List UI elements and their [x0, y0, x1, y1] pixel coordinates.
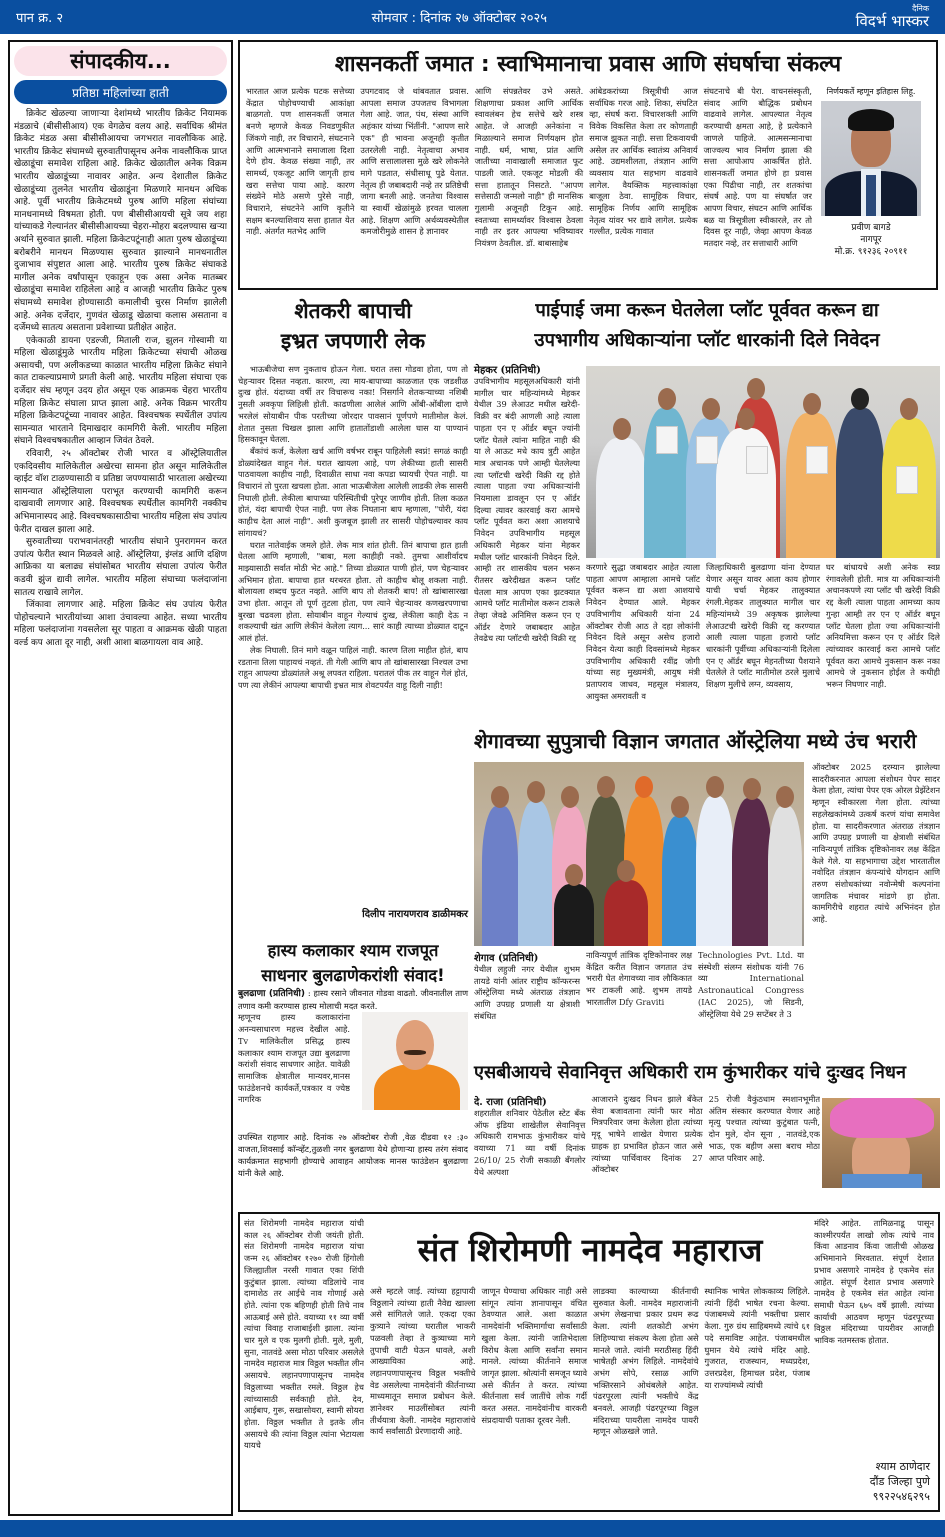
author-credit — [812, 222, 930, 258]
comedian-lead — [238, 988, 468, 1012]
article-column — [474, 1094, 585, 1178]
namdev-article — [238, 1212, 940, 1512]
editorial-paragraph: सुरुवातीच्या पराभवानंतरही भारतीय संघाने पुनरागमन करत उपांत्य फेरीत स्थान मिळवले आहे. ऑस्ट्रेलिया, इंग्लंड आणि दक्षिण आफ्रिका या बलाढ्य संघांसोबत भारतीय संघाला उपांत्य फेरीत कडवी झुंज द्यावी लागेल. भारतीय महिला संघाच्या फलंदाजांना सातत्य राखावे लागेल. — [14, 537, 227, 598]
protest-group-photo — [586, 366, 940, 558]
issue-date: सोमवार : दिनांक २७ ऑक्टोबर २०२५ — [371, 11, 547, 26]
comedian-headline — [238, 938, 468, 988]
shegaon-columns — [474, 950, 804, 1050]
article-column: लाडक्या काल्याच्या कीर्तनाची सुरुवात केली. नामदेव महाराजांनी अभंग लेखनाचा प्रकार प्रथम रूढ केला. त्यांनी शतकोटी अभंग लिहिण्याचा संकल्प केला होता असे मानले जाते. त्यांनी मराठीसह हिंदी भाषेतही अभंग लिहिले. नामदेवांचे अभंग सोपे, रसाळ आणि भक्तिरसाने ओथंबलेले आहेत. पंढरपूरला त्यांनी भक्तीचे केंद्र बनवले. आजही पंढरपूरच्या विठ्ठल मंदिराच्या पायरीला नामदेव पायरी म्हणून ओळखले जाते. — [593, 1286, 699, 1437]
page-number: पान क्र. २ — [16, 11, 64, 26]
editorial-column — [8, 40, 233, 1516]
article-paragraph: भाऊबीजेचा सण नुकताच होऊन गेला. घरात तसा गोडवा होता, पण तो चेहऱ्यावर दिसत नव्हता. कारण, त्या माय-बापाच्या काळजात एक जडशीळ दुःख होतं. यंदाच्या वर्षी तर विचारूच नका! निसर्गाने शेतकऱ्याच्या नशिबी नुसती अवकृपा लिहिली होती. काढणीला आलेलं आणि ओंबी-ओंबीला दाणे भरलेलं सोयाबीन पीक परतीच्या जोरदार पावसानं पूर्णपणे मातीमोल केलं. शेतात नुसता चिखल झाला आणि हातातोंडाशी आलेला घास या पाण्यानं हिसकावून घेतला. — [238, 364, 468, 445]
article-column-text: येथील लहुजी नगर येथील शुभम तायडे यांनी आंतर राष्ट्रीय कॉन्फरन्स ऑस्ट्रेलिया मध्ये अंतराळ तंत्रज्ञान आणि उपग्रह प्रणाली या क्षेत्राशी संबंधित — [474, 964, 580, 1021]
editorial-paragraph: क्रिकेट खेळल्या जाणाऱ्या देशांमध्ये भारतीय क्रिकेट नियामक मंडळाचे (बीसीसीआय) एक वेगळेच वलय आहे. सर्वाधिक श्रीमंत क्रिकेट मंडळ असा बीसीसीआयचा जगभरात नावलौकिक आहे. भारतीय क्रिकेट संघामध्ये सुरुवातीपासूनच अनेक नावलौकिक प्राप्त खेळाडूंचा समावेश राहिला आहे. क्रिकेट खेळातील अनेक विक्रम भारतीय खेळाडूंच्या नावावर आहेत. अन्य देशातील क्रिकेट खेळाडूंच्या तुलनेत भारतीय खेळाडूंना मिळणारे मानधन अधिक आहे. पूर्वी भारतीय क्रिकेटमध्ये पुरुष आणि महिला संघांच्या मानधनामध्ये विषमता होती. पण बीसीसीआयची सूत्रे जय शहा यांच्याकडे गेल्यानंतर बीसीसीआयच्या चेहरा-मोहरा बदलण्यास खऱ्या अर्थाने सुरुवात झाली. महिला क्रिकेटपटूंनाही आता पुरुष खेळाडूंच्या बरोबरीने मानधन मिळण्यास सुरुवात झाल्याने मानधनातील दुजाभाव संपुष्टात आला आहे. भारतीय पुरुष क्रिकेट संघाकडे मागील अनेक वर्षांपासून एकाहून एक असा अनेक मातब्बर खेळाडूंचा समावेश राहिलेला आहे व आजही भारतीय क्रिकेट पुरुष संघामध्ये समावेश होण्यासाठी कमालीची चुरस निर्माण झालेली आहे. अनेक दर्जेदार, गुणवंत खेळाडू खेळाचा कलास असताना व दर्जेमध्ये सातत्य असताना प्रवेशाच्या प्रतीक्षेत आहेत. — [14, 109, 227, 334]
farmer-article — [238, 296, 468, 936]
obituary-photo — [822, 1098, 940, 1188]
author-phone: मो.क्र. ९१२३६ २०९११ — [834, 247, 908, 257]
namdev-columns — [370, 1286, 810, 1506]
obituary-columns — [474, 1094, 820, 1178]
comedian-photo — [362, 1012, 468, 1110]
shegaon-right-column: ऑक्टोबर 2025 दरम्यान झालेल्या सादरीकरनात आपला संशोधन पेपर सादर केला होता, त्यांचा पेपर एक ओरल प्रेझेंटेशन म्हणून स्वीकारला गेला होता. त्यांच्या सहलेखकांमध्ये उत्कर्ष करणं यांचा समावेश होता. या सादरीकरणात अंतराळ तंत्रज्ञान आणि उपग्रह प्रणाली या क्षेत्राशी संबंधित नाविन्यपूर्ण तांत्रिक दृष्टिकोनावर लक्ष केंद्रित केले गेले. या सहभागाचा उद्देश भारतातील नवोदित तंत्रज्ञान कंपन्यांचे योगदान आणि तरुण संशोधकांच्या नवोन्मेषी कल्पनांना जागतिक मंचावर मांडणे हा होता. कामगिरीचे शहरात त्यांचे अभिनंदन होत आहे. — [812, 762, 940, 925]
headline-line: पाईपाई जमा करून घेतलेला प्लॉट पूर्ववत करून द्या — [535, 300, 879, 321]
article-column: आणि संपन्नतेवर उभे असते. शिक्षणाचा प्रकाश आणि आर्थिक स्वावलंबन हेच सत्तेचे खरे शस्त्र आहेत. जे आजही अनेकांना न मिळाल्याने समाज निर्णयक्षम होत नाही. धर्म, भाषा, प्रांत आणि जातीच्या नावाखाली समाजात फूट पाडली जाते. एकजूट मोडली की सत्ता हातातून निसटते. "आपण सत्तेसाठी जन्मलो नाही" ही मानसिक गुलामी अजूनही टिकून आहे. स्वतःच्या सामर्थ्यावर विश्वास ठेवला नाही तर इतर आपल्या भविष्यावर नियंत्रण ठेवतील. डॉ. बाबासाहेब — [474, 86, 584, 249]
plot-columns — [586, 562, 940, 722]
headline-line: हास्य कलाकार श्याम राजपूत — [267, 941, 439, 960]
headline-line: शेतकरी बापाची — [294, 299, 412, 323]
headline-line: उपभागीय अधिकाऱ्यांना प्लॉट धारकांनी दिले निवेदन — [534, 330, 880, 351]
namdev-signature — [810, 1459, 930, 1504]
lead-text: : हास्य रसाने जीवनात गोडवा वाढतो. जीवनातील ताण तणाव कमी करण्यास हास्य मोलाची मदत करते. — [238, 988, 468, 1011]
obituary-headline: एसबीआयचे सेवानिवृत्त अधिकारी राम कुंभारीकर यांचे दुःखद निधन — [474, 1062, 906, 1083]
article-column — [474, 950, 580, 1050]
article-paragraph: लेक निघाली. तिनं मागे वळून पाहिलं नाही. कारण तिला माहीत होतं, बाप रडताना तिला पाहायचं नव्हतं. ती गेली आणि बाप तो खांबासारखा निश्चल उभा राहून आपल्या डोळ्यांतले अश्रू लपवत राहिला. घरातलं पीक तर वाहून गेलं होतं, पण त्या लेकीनं आपल्या बापाची इभ्रत मात्र शेवटपर्यंत वाहू दिली नाही! — [238, 644, 468, 690]
article-column: आजाराने दुःखद निधन झाले बँकेत सेवा बजावताना त्यांनी फार मोठा मित्रपरिवार जमा केलेला होता त्यांच्या मृदू भाषेने शाखेत येणारा प्रत्येक ग्राहक हा प्रभावित होऊन जात असे त्यांच्या पार्थिवावर दिनांक 27 ऑक्टोबर — [591, 1094, 703, 1175]
plot-left-column — [474, 362, 580, 732]
editorial-body — [14, 108, 227, 1503]
author-box — [812, 86, 930, 258]
editorial-paragraph: जिंकावा लागणार आहे. महिला क्रिकेट संघ उपांत्य फेरीत पोहोचल्याने भारतीयांच्या आशा उंचावल्या आहेत. सध्या भारतीय महिला फलंदाजांना गवसलेला सूर पाहता व आक्रमक खेळी पाहता वर्ल्ड कप आता दूर नाही, अशी आशा बाळगायला वाव आहे. — [14, 600, 227, 648]
article-column: असे म्हटले जाई. त्यांच्या हट्टापायी विठ्ठलाने त्यांच्या हाती नैवेद्य खाल्ला असे सांगितले जाते. एकदा एका कुत्र्याने त्यांच्या घरातील भाकरी पळवली तेव्हा ते कुत्र्याच्या मागे तुपाची वाटी घेऊन धावले, अशी आख्यायिका आहे. लहानपणापासूनच विठ्ठल भक्तीचे वेड असलेल्या नामदेवांनी कीर्तनाच्या माध्यमातून समाज प्रबोधन केले. ज्ञानेश्वर माउलींसोबत त्यांनी तीर्थयात्रा केली. नामदेव महाराजांचे कार्य सर्वांसाठी प्रेरणादायी आहे. — [370, 1286, 476, 1437]
article-column: भारतात आज प्रत्येक घटक सत्तेच्या केंद्रात पोहोचण्याची आकांक्षा बाळगतो. पण शासनकर्ती जमात बनणे म्हणजे केवळ निवडणुकीत जिंकणे नाही, तर विचाराने, संघटनाने आणि आत्मभानाने समाजाला दिशा देणे होय. केवळ संख्या नाही, तर सामर्थ्य, एकजूट आणि जागृती हाच खरा सत्तेचा पाया आहे. कारण संख्येने मोठे असणे पुरेसे नाही, विचाराने, संघटनेने आणि कृतीने सक्षम बनल्याशिवाय सत्ता हातात येत नाही. अंतर्गत मतभेद आणि — [246, 86, 355, 237]
plot-headline — [474, 296, 940, 356]
editorial-paragraph: एकेकाळी डायना एडल्जी, मिताली राज, झुलन गोस्वामी या महिला खेळाडूंमुळे भारतीय महिला क्रिकेटच्या संघाची ओळख असायची, पण अलीकडच्या काळात भारतीय महिला क्रिकेट संघाने कात टाकल्याप्रमाणे प्रगती केली आहे. भारतीय महिला संघाचा एक दर्जेदार संघ म्हणून उदय होत असून एक आक्रमक चेहरा भारतीय महिला क्रिकेट संघाला प्राप्त झाला आहे. अनेक विक्रम भारतीय महिला क्रिकेटपटूंच्या नावावर आहेत. विश्वचषक स्पर्धेतील उपांत्य सामन्यात भारताने दिमाखदार कामगिरी केली. भारतीय महिला संघाने विश्वचषकातील आव्हान जिवंत ठेवले. — [14, 335, 227, 447]
newspaper-masthead — [856, 5, 929, 29]
article-column: उपगटवाद जे थांबवतात प्रवास. आपला समाज उपजतच विभागला गेला आहे. जात, पंथ, संस्था आणि अहंकार यांच्या भिंतींनी. "आपण सारे एक" ही भावना अजूनही कृतीत उतरलेली नाही. नेतृत्वाचा अभाव आणि सत्तालालसा मुळे खरे लोकनेते मागे पडतात, संधीसाधू पुढे येतात. नेतृत्व ही जबाबदारी नव्हे तर प्रतिष्ठेची जागा बनली आहे. जनतेचा विश्वास या स्वार्थी खेळांमुळे हरवत चालला आहे. शिक्षण आणि अर्थव्यवस्थेतील कमजोरीमुळे शासन हे ज्ञानावर — [360, 86, 469, 237]
author-name: प्रवीण बागडे — [851, 223, 891, 233]
comedian-tail: उपस्थित राहणार आहे. दिनांक २७ ऑक्टोबर रोजी ,वेळ दीडवा १२ :३० वाजता,शिवसाई कॉन्व्हेंट,तुळशी नगर बुलढाणा येथे होणाऱ्या हास्य तरंग संवाद कार्यक्रमात सहभागी होण्याचे आवाहन आयोजक मानस फाउंडेशन बुलढाणा यांनी केले आहे. — [238, 1132, 468, 1178]
editorial-subtitle: प्रतिष्ठा महिलांच्या हाती — [14, 80, 227, 104]
article-column: करणारे सुद्धा जबाबदार आहेत त्याला पाहता आपण आम्हाला आमचे प्लॉट पूर्ववत करून द्या अशा आशयाचे निवेदन देण्यात आले. मेहकर उपविभागीय अधिकारी यांना 24 ऑक्टोबर रोजी आठ ते दहा लोकांनी निवेदन दिले असून असेच हजारो निवेदन येत्या काही दिवसांमध्ये मेहकर उपविभागीय अधिकारी रवींद्र जोगी यांच्या सह मुख्यमंत्री, आयुष मंत्री प्रतापराव जाधव, महसूल मंत्रालय, आयुक्त अमरावती व — [586, 562, 700, 701]
article-column: जाणून घेण्याचा अधिकार नाही असे सांगून त्यांना ज्ञानापासून वंचित ठेवण्यात आले. अशा काळात नामदेवांनी भक्तिमार्गाचा सर्वांसाठी खुला केला. त्यांनी जातिभेदाला विरोध केला आणि सर्वांना समान मानले. त्यांच्या कीर्तनाने समाज जागृत झाला. श्रोत्यांनी समजून घ्यावे असे कीर्तन ते करत. त्यांच्या कीर्तनाला सर्व जातींचे लोक गर्दी करत असत. नामदेवांनीच वारकरी संप्रदायाची पताका दूरवर नेली. — [481, 1286, 587, 1425]
article-column: संघटनाचे बी पेरा. वाचनसंस्कृती, संवाद आणि बौद्धिक प्रबोधन वाढवावे लागेल. आपल्यात नेतृत्व करण्याची क्षमता आहे, हे प्रत्येकाने जाणले पाहिजे. आत्मसन्मानाचा जाज्वल्य भाव निर्माण झाला की सत्ता आपोआप आकर्षित होते. शासनकर्ती जमात होणे हा प्रवास एका पिढीचा नाही, तर शतकांचा संघर्ष आहे. पण या संघर्षात जर आपण विचार, संघटन आणि आर्थिक बळ या त्रिसूत्रीला स्वीकारले, तर तो दिवस दूर नाही, जेव्हा आपण केवळ मतदार नव्हे, तर सत्ताधारी आणि — [703, 86, 812, 249]
main-article-columns — [246, 86, 812, 286]
article-column: स्थानिक भाषेत लोककाव्य लिहिले. त्यांनी हिंदी भाषेत रचना केल्या. पंजाबमध्ये त्यांनी भक्तीचा प्रसार केला. गुरु ग्रंथ साहिबमध्ये त्यांचे ६१ पदे समाविष्ट आहेत. पंजाबमधील घुमान येथे त्यांचे मंदिर आहे. गुजरात, राजस्थान, मध्यप्रदेश, उत्तरप्रदेश, हिमाचल प्रदेश, पंजाब या राज्यांमध्ये त्यांची — [704, 1286, 810, 1390]
editorial-title: संपादकीय... — [14, 46, 227, 76]
author-city: नागपूर — [860, 235, 882, 245]
farmer-body — [238, 364, 468, 904]
article-paragraph: घरात नातेवाईक जमले होते. लेक मात्र शांत होती. तिनं बापाचा हात हाती घेतला आणि म्हणाली, "बाबा, मला काहीही नको. तुमचा आशीर्वादच माझ्यासाठी सर्वात मोठी भेट आहे." तिच्या डोळ्यात पाणी होतं, पण चेहऱ्यावर अभिमान होता. बापाचा हात थरथरत होता. तो काहीच बोलू शकला नाही. बोलायला शब्दच फुटत नव्हते. आणि बाप तो शेतकरी बाप! तो खांबासारखा उभा होता. आतून तो पूर्ण तुटला होता, पण त्याने चेहऱ्यावर कणखरपणाचा बुरखा चढवला होता. सोयाबीन वाहून गेल्याचं दुःख, लेकीला काही देऊ न शकल्याची खंत आणि लेकीनं केलेला त्याग... सारं काही त्याच्या डोळ्यात दाटून आलं होतं. — [238, 539, 468, 644]
family-group-photo — [474, 762, 804, 946]
dateline: शेगाव (प्रतिनिधी) — [474, 953, 539, 964]
obituary-article — [474, 1058, 940, 1176]
author-photo — [821, 101, 921, 216]
signature-name: श्याम ठाणेदार — [875, 1460, 930, 1473]
comedian-article — [238, 938, 468, 1178]
page-footer-bar — [0, 1520, 945, 1537]
article-column: घर बांधायचे अशी अनेक स्वप्न रंगावलेली होती. मात्र या अधिकाऱ्यांनी अचानकपणे त्या प्लॉट ची खरेदी विक्री रद्द केली त्याला पाहता आमच्या काय गुन्हा आम्ही तर एन ए ऑर्डर बघून प्लॉट घेतला होता ज्या अधिकाऱ्यांनी अनियमित्ता करून एन ए ऑर्डर दिले त्यांच्यावर कारवाई करा आमचे प्लॉट पूर्ववत करा आमचे नुकसान करू नका आमचे जे नुकसान होईल ते कधीही भरून निघणार नाही. — [826, 562, 940, 690]
headline-line: इभ्रत जपणारी लेक — [280, 329, 426, 353]
signature-place: दौंड जिल्हा पुणे — [869, 1475, 930, 1488]
namdev-headline: संत शिरोमणी नामदेव महाराज — [417, 1231, 763, 1269]
shegaon-article — [474, 726, 940, 1056]
farmer-byline: दिलीप नारायणराव डाळीमकर — [362, 909, 468, 920]
signature-phone: ९९२२५४६२९५ — [872, 1490, 930, 1503]
masthead-daily-label: दैनिक — [912, 4, 929, 13]
plot-article — [474, 296, 940, 726]
namdev-right-column: मंदिरे आहेत. तामिळनाडू पासून काश्मीरपर्यंत लाखो लोक त्यांचे नाव किंवा आडनाव किंवा जातीची ओळख अभिमानाने मिरवतात. संपूर्ण देशात प्रभाव असणारे नामदेव हे एकमेव संत आहेत. संपूर्ण देशात प्रभाव असणारे नामदेव हे एकमेव संत आहेत त्यांना समाधी घेऊन ६७५ वर्षे झाली. त्यांच्या कार्याची आठवण म्हणून पंढरपूरच्या विठ्ठल मंदिराच्या पायरीवर आजही भाविक नतमस्तक होतात. — [814, 1218, 934, 1346]
article-column: आंबेडकरांच्या त्रिसूत्रीची आज सर्वाधिक गरज आहे. शिका, संघटित व्हा, संघर्ष करा. विचारशक्ती आणि विवेक विकसित केला तर कोणताही समाज झुकत नाही. सत्ता टिकवायची असेल तर आर्थिक स्वातंत्र्य अनिवार्य आहे. उद्यमशीलता, तंत्रज्ञान आणि व्यवसाय यात सहभाग वाढवावे लागेल. वैयक्तिक महत्त्वाकांक्षा बाजूला ठेवा. सामूहिक विचार, सामूहिक निर्णय आणि सामूहिक नेतृत्व यांवर भर द्यावे लागेल. प्रत्येक गल्लीत, प्रत्येक गावात — [589, 86, 698, 237]
article-column: जिल्हाधिकारी बुलढाणा यांना देण्यात येणार असून यावर आता काय होणार याची चर्चा मेहकर तालुक्यात रंगली.मेहकर तालुक्यात मागील चार महिन्यांमध्ये 39 अकृषक झालेल्या लेआउटची खरेदी विक्री रद्द करण्यात आली त्याला पाहता हजारो प्लॉट धारकांनी पूर्वीच्या अधिकाऱ्यांनी दिलेला एन ए ऑर्डर बघून मेहनतीच्या पैशयाने घेतलेले ते प्लॉट मातीमोल ठरले मुलाचे शिक्षण मुलीचे लग्न, व्यवसाय, — [706, 562, 820, 690]
dateline: दे. राजा (प्रतिनिधी) — [474, 1097, 547, 1108]
article-column-text: शहरातील शनिवार पेठेतील स्टेट बँक ऑफ इंडिया शाखेतील सेवानिवृत्त अधिकारी रामभाऊ कुंभारीकर यांचे वयाच्या 71 व्या वर्षी दिनांक 26/10/ 25 रोजी सकाळी बँगलोर येथे अल्पशा — [474, 1108, 586, 1177]
article-column: 25 रोजी वैकुंठधाम स्मशानभूमीत अंतिम संस्कार करण्यात येणार आहे मृत्यु पश्चात त्यांच्या कुटुंबात पत्नी, दोन मुले, दोन सूना , नातवंडे,एक भाऊ, एक बहीण असा बराच मोठा आप्त परिवार आहे. — [708, 1094, 820, 1163]
article-column: म्हणूनच हास्य कलाकारांना अनन्यसाधारण महत्त्व देखील आहे. Tv मालिकेतील प्रसिद्ध हास्य कलाकार श्याम राजपूत उद्या बुलढाणा करांशी संवाद साधणार आहेत. यावेळी सामाजिक क्षेत्रातील मान्यवर,मानस फाउंडेशनचे कार्यकर्ते,पत्रकार व ज्येष्ठ नागरिक — [238, 1012, 350, 1105]
dateline: मेहकर (प्रतिनिधी) — [474, 365, 541, 376]
masthead-title: विदर्भ भास्कर — [855, 12, 929, 30]
editorial-paragraph: रविवारी, २५ ऑक्टोबर रोजी भारत व ऑस्ट्रेलियातील एकदिवसीय मालिकेतील अखेरचा सामना होत असून मालिकेतील व्हाईट वॉश टाळण्यासाठी व प्रतिष्ठा जपण्यासाठी भारताला अखेरच्या सामन्यात ऑस्ट्रेलियाला पराभूत करण्याची कामगिरी करून दाखवावी लागणार आहे. विश्वचषक स्पर्धेतील कामगिरी नक्कीच अभिमानास्पद आहे. विश्वचषकासाठीचा भारतीय महिला संघ उपांत्य फेरीत दाखल झाला आहे. — [14, 449, 227, 535]
main-article — [238, 40, 938, 290]
article-column: उपविभागीय महसूलअधिकारी यांनी मागील चार महिन्यांमध्ये मेहकर येथील 39 लेआउट मधील खरेदी-विक्री वर बंदी आणली आहे त्याला पाहता एन ए ऑर्डर बघून ज्यांनी प्लॉट घेतले त्यांना माहित नाही की या ले आऊट मधे काय त्रुटी आहेत मात्र अचानक पणे आम्ही घेतलेल्या त्या प्लॉटची खरेदी विक्री रद्द होते त्याला पाहता ज्या अधिकाऱ्यांनी नियमाला डावलून एन ए ऑर्डर दिल्या त्यावर कारवाई करा आमचे प्लॉट पूर्ववत करा अशा आशयाचे निवेदन उपविभागीय महसूल अधिकारी मेहकर यांना मेहकर मधील प्लॉट धारकांनी निवेदन दिले. आम्ही तर शासकीय चलन भरून रीतसर खरेदीखत करून प्लॉट घेतला मात्र आपण एका झटक्यात आमचे प्लॉट मातीमोल करून टाकले तेव्हा जेवढे अनिमित्त करून एन ए ऑर्डर देणारे जबाबदार आहेत तेवढेच त्या प्लॉटची खरेदी विक्री रद्द — [474, 376, 580, 644]
page-header-bar — [0, 0, 945, 34]
article-paragraph: बँकांचं कर्ज, केलेला खर्च आणि वर्षभर राबून पाहिलेली स्वप्नं! सगळं काही डोळ्यांदेखत वाहून गेलं. घरात खायला आहे, पण लेकीच्या हाती सासरी पाठवायला काहीच नाही, दिवाळीत साधा नवा कपडा घ्यायची ऐपत नाही. या विचारानं तो पुरता खचला होता. आता भाऊबीजेला आलेली लाडकी लेक सासरी निघाली होती. लेकीला बापाच्या परिस्थितीची पुरेपूर जाणीव होती. तिला कळत होतं, यंदा बापाची ऐपत नाही. पण लेक निघताना बाप म्हणाला, "पोरी, यंदा काहीच देता आलं नाही". अशी कुजबूज झाली तर सासरी पोहोचल्यावर काय सांगायचं? — [238, 445, 468, 538]
dateline: बुलढाणा (प्रतिनिधी) — [238, 989, 305, 999]
main-article-headline: शासनकर्ती जमात : स्वाभिमानाचा प्रवास आणि संघर्षाचा संकल्प — [334, 52, 842, 77]
article-column: Technologies Pvt. Ltd. या संस्थेशी संलग्न संशोधक यांनी 76 व्या International Astronautical Congress (IAC 2025), जो सिडनी, ऑस्ट्रेलिया येथे 29 सप्टेंबर ते 3 — [698, 950, 804, 1019]
namdev-left-column: संत शिरोमणी नामदेव महाराज यांची काल २६ ऑक्टोबर रोजी जयंती होती. संत शिरोमणी नामदेव महाराज यांचा जन्म २६ ऑक्टोबर १२७० रोजी हिंगोली जिल्ह्यातील नरसी गावात एका शिंपी कुटुंबात झाला. त्यांच्या वडिलांचे नाव दामाशेठ तर आईचे नाव गोणाई असे होते. त्यांना एक बहिणही होती तिचे नाव आऊबाई असे होते. वयाच्या ११ व्या वर्षी त्यांचा विवाह राजाबाईशी झाला. त्यांना चार मुले व एक मुलगी होती. मुले, मुली, सुना, नातवंडे असा मोठा परिवार असलेले नामदेव महाराज मात्र विठ्ठल भक्तीत लीन असायचे. लहानपणापासूनच नामदेव विठ्ठलाच्या भक्तीत रमले. विठ्ठल हेच त्यांच्यासाठी सर्वकाही होते. देव, आईबाप, गुरू, सखासोयरा, स्वामी सोयरा होता. विठ्ठल भक्तीत ते इतके लीन असायचे की त्यांना विठ्ठल त्यांना भेटायला यायचे — [244, 1218, 364, 1451]
article-column: नाविन्यपूर्ण तांत्रिक दृष्टिकोनावर लक्ष केंद्रित करीत विज्ञान जगतात उंच भरारी घेत शेगावच्या नाव लौकिकात भर टाकली आहे. शुभम तायडे भारतातील Dfy Graviti — [586, 950, 692, 1007]
comedian-body — [238, 1012, 468, 1132]
author-caption: निर्णयकर्ते म्हणून इतिहास लिहू. — [826, 87, 916, 96]
farmer-headline — [238, 296, 468, 356]
headline-line: साधनार बुलढाणेकरांशी संवाद! — [261, 966, 445, 985]
shegaon-headline: शेगावच्या सुपुत्राची विज्ञान जगतात ऑस्ट्रेलिया मध्ये उंच भरारी — [474, 729, 917, 753]
